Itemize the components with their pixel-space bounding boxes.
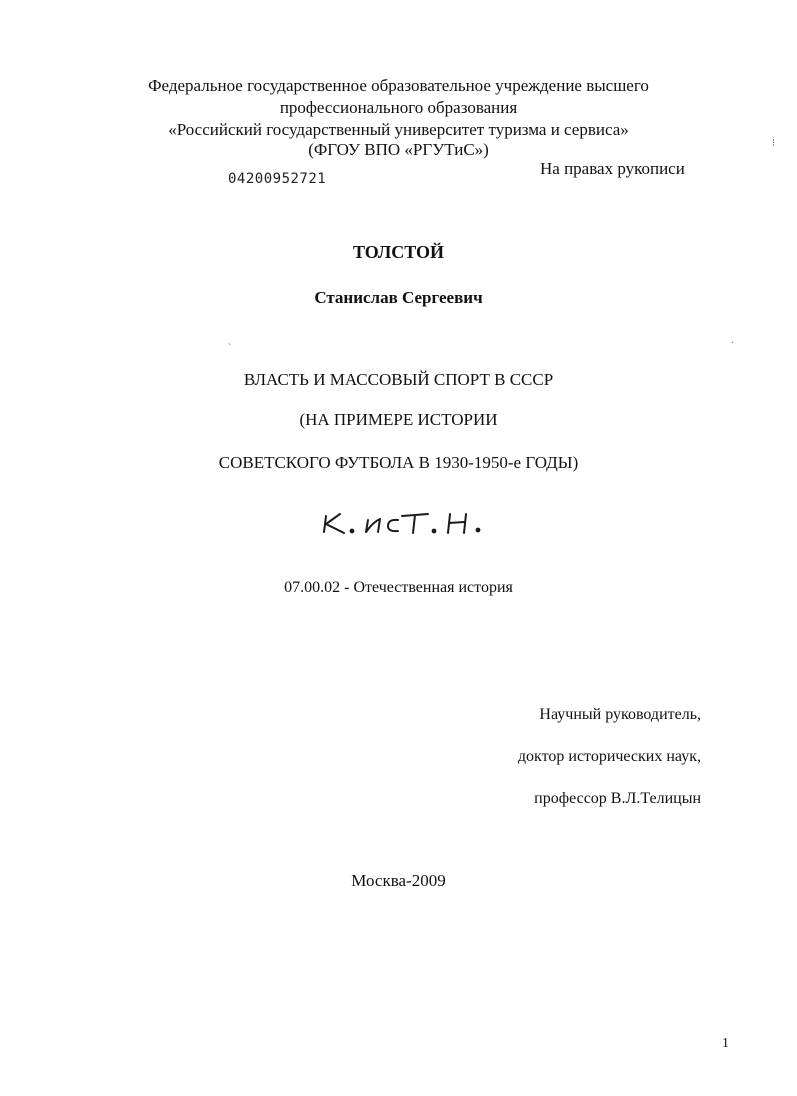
title-line-2: (НА ПРИМЕРЕ ИСТОРИИ — [299, 410, 498, 429]
handwritten-note — [318, 506, 493, 543]
institution-line-1: Федеральное государственное образовательное учреждение высшего — [148, 76, 649, 95]
institution-line-4: (ФГОУ ВПО «РГУТиС») — [308, 140, 489, 159]
archive-code: 04200952721 — [228, 171, 327, 187]
city-year: Москва-2009 — [351, 871, 446, 890]
advisor-name: профессор В.Л.Телицын — [534, 790, 701, 807]
advisor-role: Научный руководитель, — [539, 706, 701, 723]
institution-line-3: «Российский государственный университет туризма и сервиса» — [168, 120, 629, 139]
specialty: 07.00.02 - Отечественная история — [284, 579, 513, 596]
author-given-names: Станислав Сергеевич — [314, 288, 483, 307]
author-surname: ТОЛСТОЙ — [352, 242, 445, 262]
manuscript-rights: На правах рукописи — [540, 159, 685, 178]
title-line-3: СОВЕТСКОГО ФУТБОЛА В 1930-1950-е ГОДЫ) — [218, 453, 579, 472]
scan-mark-left: ˋ — [228, 343, 232, 354]
scan-mark-dot: · — [731, 338, 735, 349]
page-number: 1 — [722, 1036, 729, 1051]
handwritten-note-drawing — [318, 506, 493, 538]
advisor-degree: доктор исторических наук, — [517, 748, 701, 765]
scan-mark-right: ⁝ — [772, 138, 776, 149]
title-line-1: ВЛАСТЬ И МАССОВЫЙ СПОРТ В СССР — [243, 370, 554, 389]
institution-line-2: профессионального образования — [279, 98, 518, 117]
